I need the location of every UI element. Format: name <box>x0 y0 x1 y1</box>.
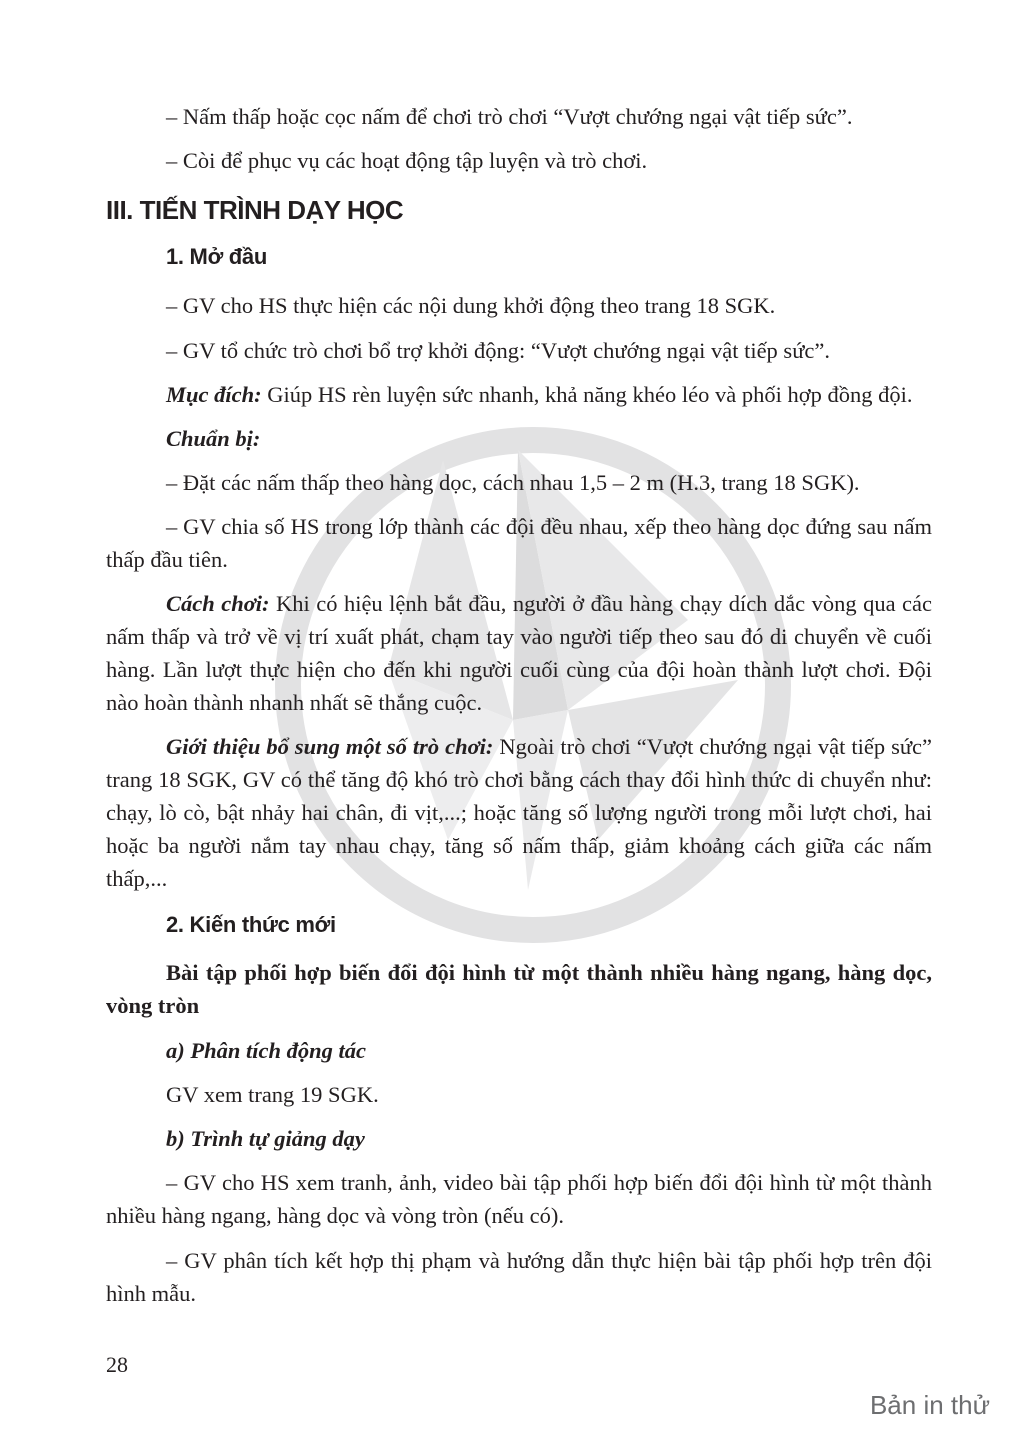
part1-title: 1. Mở đầu <box>166 244 267 269</box>
sub-b-item: – GV phân tích kết hợp thị phạm và hướng dẫn thực hiện bài tập phối hợp trên đội hình mẫu. <box>106 1248 932 1306</box>
sub-b-title: b) Trình tự giảng dạy <box>166 1126 365 1151</box>
howto-text: Khi có hiệu lệnh bắt đầu, người ở đầu hàng chạy dích dắc vòng qua các nấm thấp và trở về vị trí xuất phát, chạm tay vào người tiếp theo sau đó di chuyển về cuối hàng. Lần lượt thực hiện cho đến khi người cuối cùng của đội hoàn thành lượt chơi. Đội nào hoàn thành nhanh nhất sẽ thắng cuộc. <box>106 591 932 715</box>
proof-stamp: Bản in thử <box>869 1390 990 1420</box>
extra-label: Giới thiệu bổ sung một số trò chơi: <box>166 734 494 759</box>
purpose-label: Mục đích: <box>166 382 262 407</box>
part1-item: – GV cho HS thực hiện các nội dung khởi động theo trang 18 SGK. <box>166 293 776 318</box>
howto-paragraph <box>106 587 932 719</box>
prepare-label-line <box>106 422 932 455</box>
materials-item: – Còi để phục vụ các hoạt động tập luyện và trò chơi. <box>166 148 648 173</box>
prepare-item: – Đặt các nấm thấp theo hàng dọc, cách nhau 1,5 – 2 m (H.3, trang 18 SGK). <box>166 470 860 495</box>
materials-item: – Nấm thấp hoặc cọc nấm để chơi trò chơi “Vượt chướng ngại vật tiếp sức”. <box>166 104 853 129</box>
prepare-label: Chuẩn bị: <box>166 426 261 451</box>
exercise-title: Bài tập phối hợp biến đổi đội hình từ một thành nhiều hàng ngang, hàng dọc, vòng tròn <box>106 960 932 1018</box>
sub-a-title: a) Phân tích động tác <box>166 1038 367 1063</box>
sub-a-text: GV xem trang 19 SGK. <box>166 1082 379 1107</box>
purpose-text: Giúp HS rèn luyện sức nhanh, khả năng khéo léo và phối hợp đồng đội. <box>261 382 913 407</box>
page-number: 28 <box>106 1352 128 1377</box>
howto-label: Cách chơi: <box>166 591 270 616</box>
prepare-item: – GV chia số HS trong lớp thành các đội đều nhau, xếp theo hàng dọc đứng sau nấm thấp đầu tiên. <box>106 514 932 572</box>
extra-text: Ngoài trò chơi “Vượt chướng ngại vật tiếp sức” trang 18 SGK, GV có thể tăng độ khó trò chơi bằng cách thay đổi hình thức di chuyển như: chạy, lò cò, bật nhảy hai chân, đi vịt,...; hoặc tăng số lượng người trong mỗi lượt chơi, hai hoặc ba người nắm tay nhau chạy, tăng số nấm thấp, giảm khoảng cách giữa các nấm thấp,... <box>106 734 932 891</box>
extra-paragraph <box>106 730 932 895</box>
part2-title: 2. Kiến thức mới <box>166 912 336 937</box>
sub-b-item: – GV cho HS xem tranh, ảnh, video bài tập phối hợp biến đổi đội hình từ một thành nhiều hàng ngang, hàng dọc và vòng tròn (nếu có). <box>106 1170 932 1228</box>
purpose-paragraph <box>106 378 932 411</box>
section-title: III. TIẾN TRÌNH DẠY HỌC <box>106 195 404 225</box>
part1-item: – GV tổ chức trò chơi bổ trợ khởi động: “Vượt chướng ngại vật tiếp sức”. <box>166 338 830 363</box>
